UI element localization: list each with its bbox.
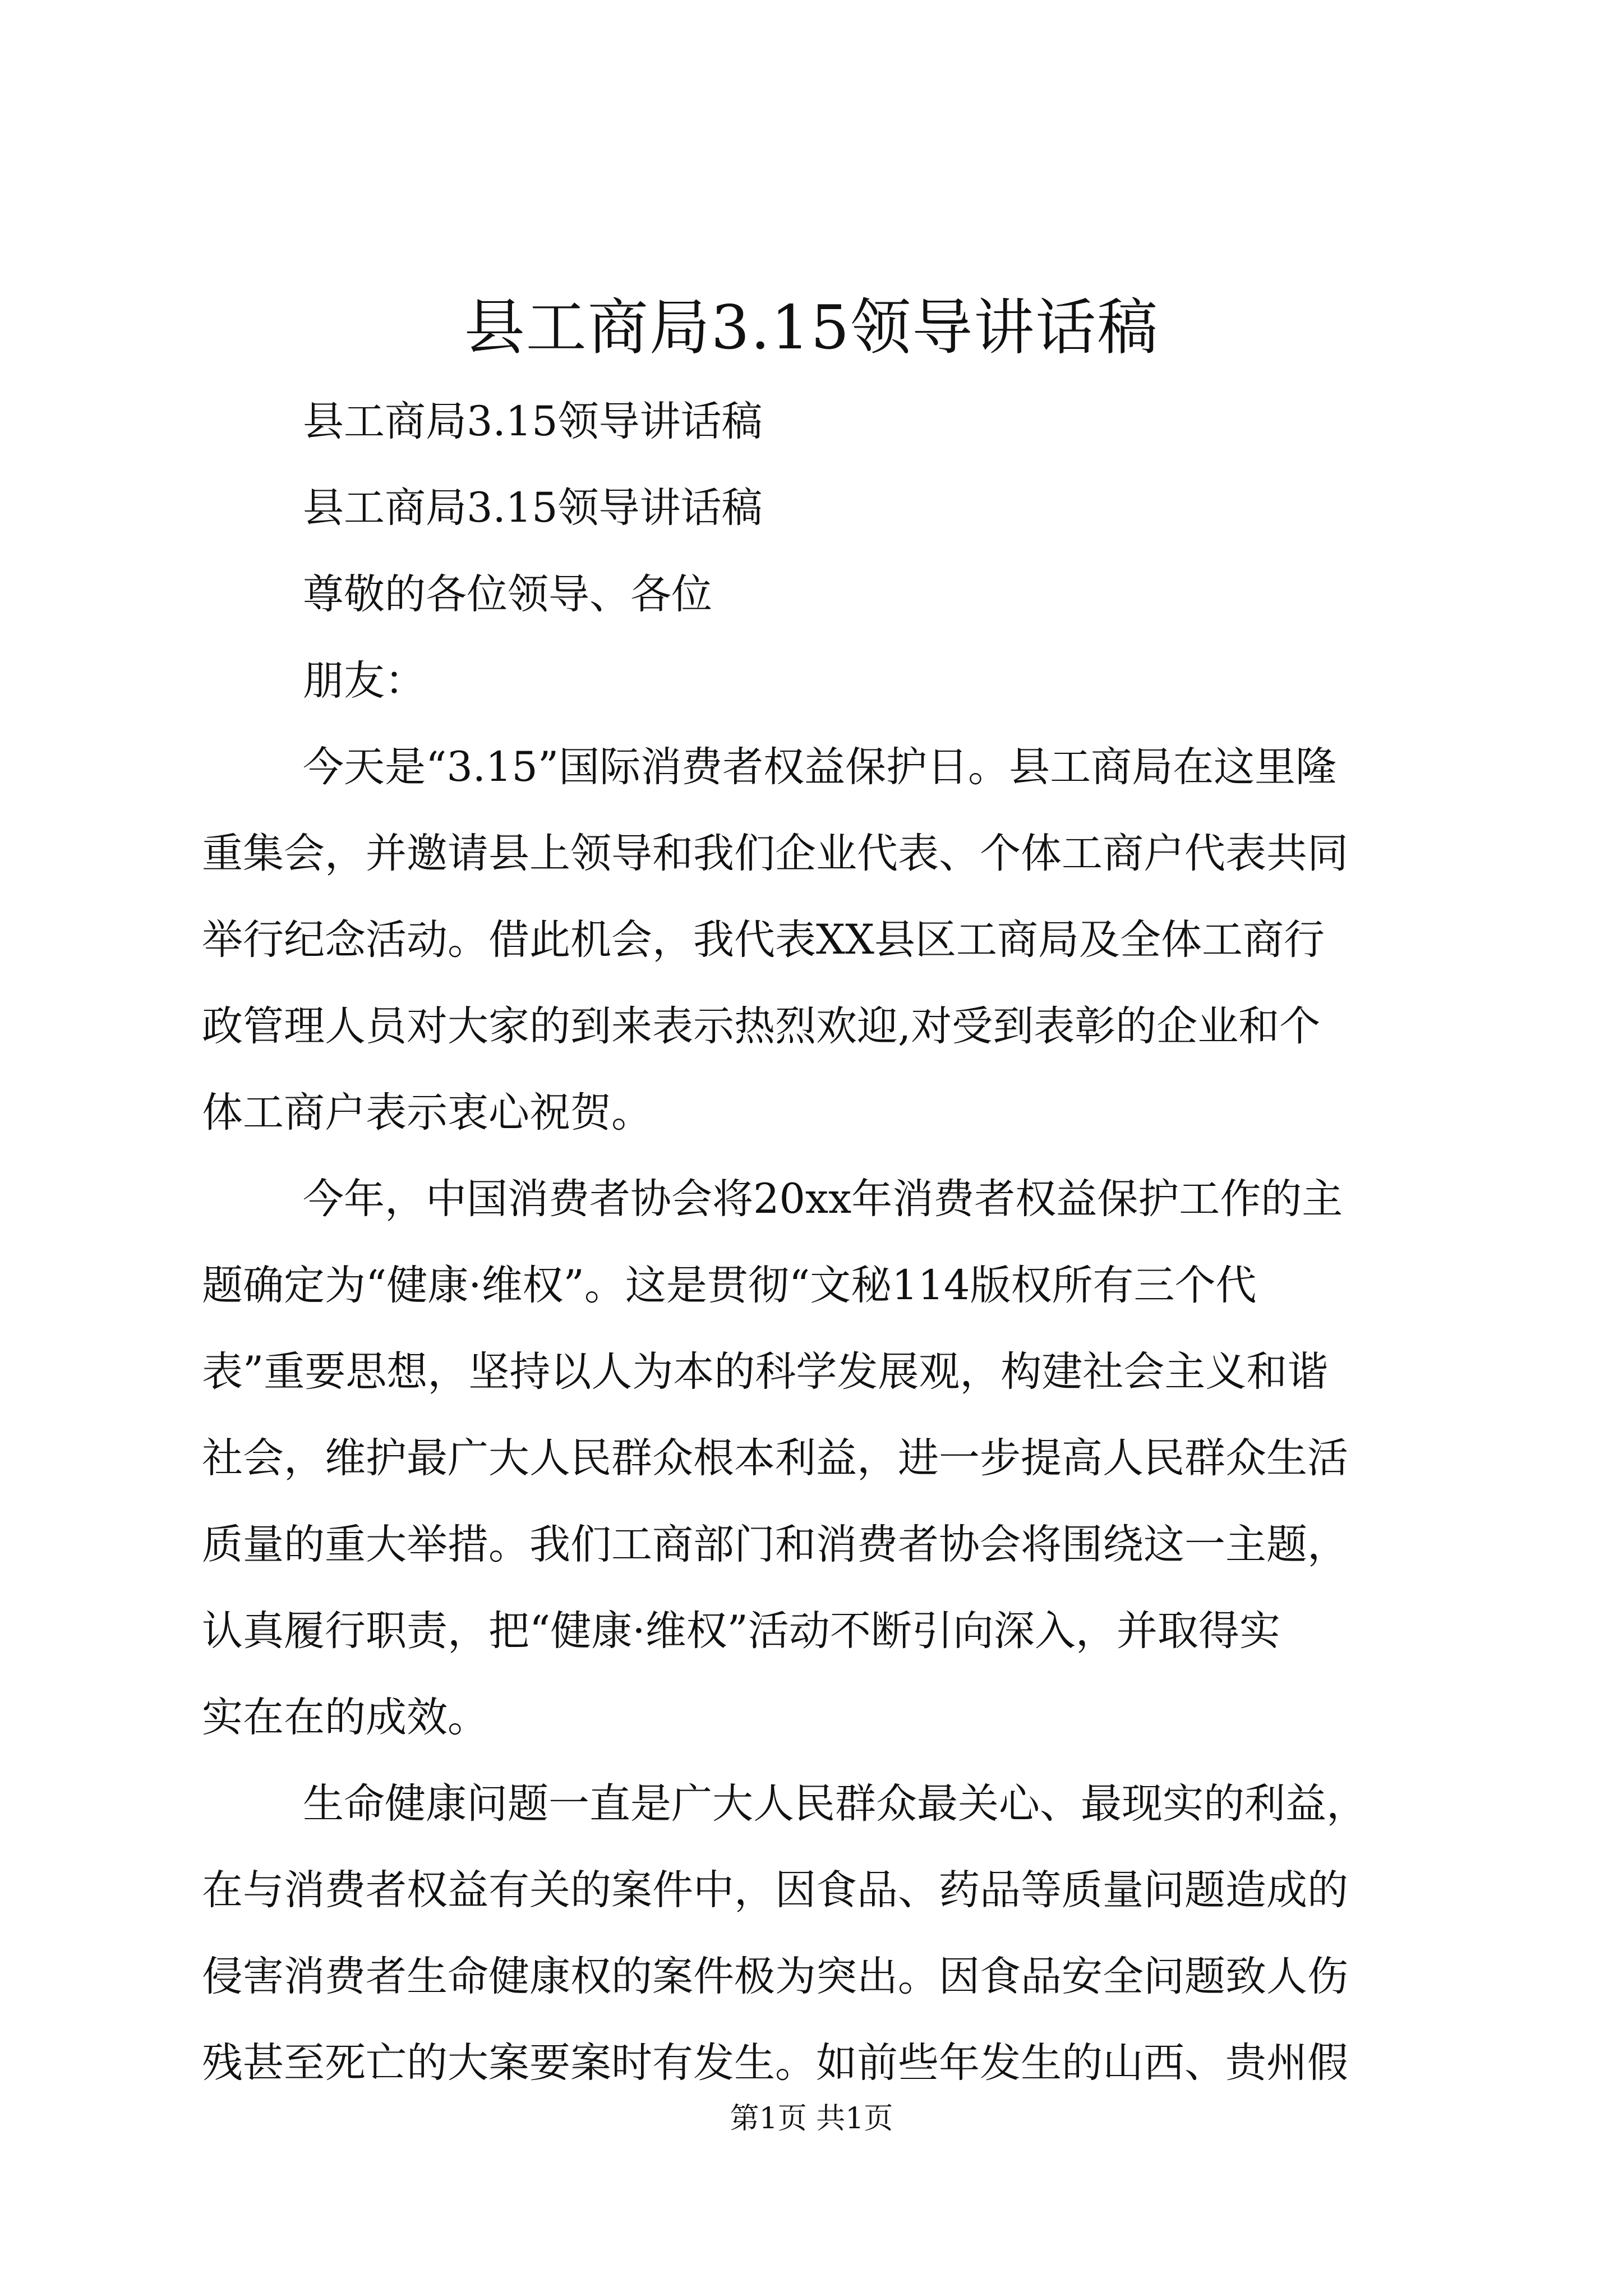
body-line: 政管理人员对大家的到来表示热烈欢迎,对受到表彰的企业和个	[202, 1002, 1321, 1050]
body-line: 举行纪念活动。借此机会，我代表XX县区工商局及全体工商行	[202, 916, 1325, 964]
body-line: 认真履行职责，把“健康·维权”活动不断引向深入，并取得实	[202, 1607, 1280, 1655]
body-line: 质量的重大举措。我们工商部门和消费者协会将围绕这一主题，	[202, 1521, 1348, 1568]
body-line: 体工商户表示衷心祝贺。	[202, 1089, 652, 1137]
page-number-footer: 第1页 共1页	[730, 2102, 893, 2136]
body-line: 重集会，并邀请县上领导和我们企业代表、个体工商户代表共同	[202, 830, 1348, 877]
body-line: 在与消费者权益有关的案件中，因食品、药品等质量问题造成的	[202, 1866, 1348, 1914]
body-line: 生命健康问题一直是广大人民群众最关心、最现实的利益，	[303, 1780, 1367, 1828]
body-line: 表”重要思想，坚持以人为本的科学发展观，构建社会主义和谐	[202, 1348, 1329, 1396]
body-line: 县工商局3.15领导讲话稿	[303, 398, 763, 445]
body-line: 朋友：	[303, 657, 426, 705]
body-line: 今年，中国消费者协会将20xx年消费者权益保护工作的主	[303, 1175, 1343, 1223]
document-body	[202, 379, 1430, 2106]
body-line: 今天是“3.15”国际消费者权益保护日。县工商局在这里隆	[303, 743, 1337, 791]
body-line: 残甚至死亡的大案要案时有发生。如前些年发生的山西、贵州假	[202, 2039, 1348, 2087]
body-line: 社会，维护最广大人民群众根本利益，进一步提高人民群众生活	[202, 1434, 1348, 1482]
body-line: 题确定为“健康·维权”。这是贯彻“文秘114版权所有三个代	[202, 1262, 1257, 1309]
document-title: 县工商局3.15领导讲话稿	[464, 293, 1159, 363]
body-line: 县工商局3.15领导讲话稿	[303, 484, 763, 532]
body-line: 侵害消费者生命健康权的案件极为突出。因食品安全问题致人伤	[202, 1953, 1348, 2000]
body-line: 实在在的成效。	[202, 1694, 488, 1741]
body-line: 尊敬的各位领导、各位	[303, 570, 712, 618]
